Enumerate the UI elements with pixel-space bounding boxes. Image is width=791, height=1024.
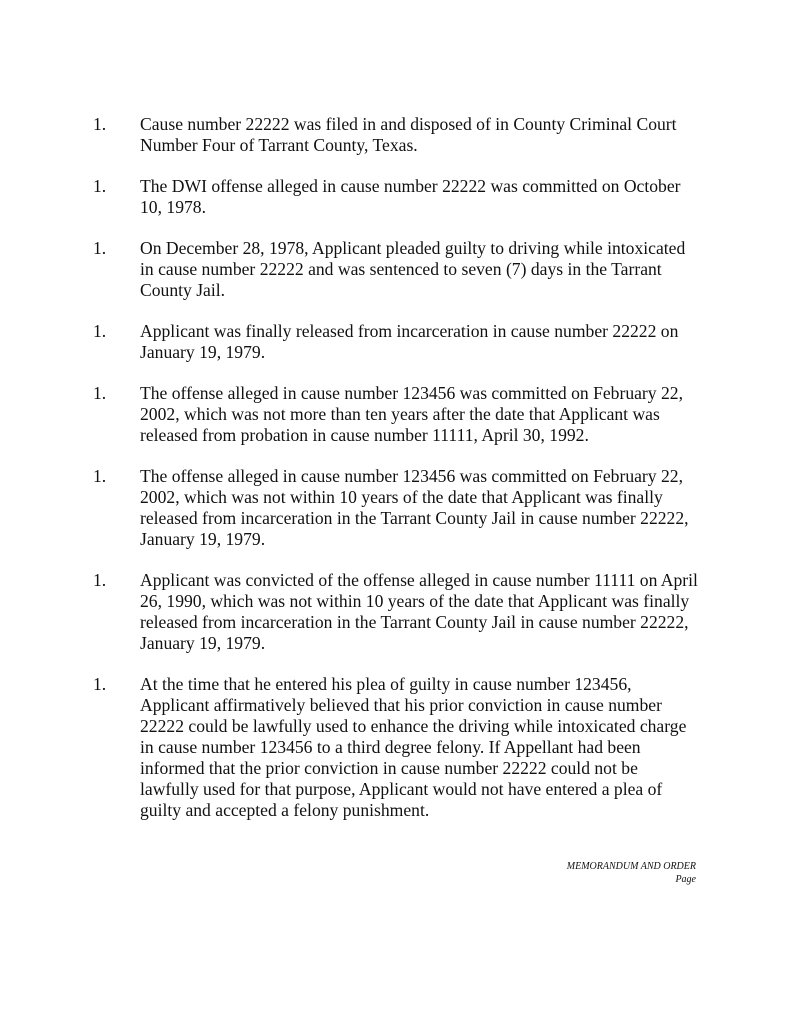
finding-text: Applicant was finally released from incarceration in cause number 22222 on January 19, 1979.: [140, 321, 679, 362]
footer-page-label: Page: [675, 874, 696, 885]
findings-list: [0, 114, 791, 841]
finding-item: [0, 383, 791, 446]
finding-number: 1.: [93, 238, 107, 258]
finding-item: [0, 570, 791, 654]
page-footer: [567, 860, 696, 886]
finding-text: At the time that he entered his plea of guilty in cause number 123456, Applicant affirmatively believed that his prior conviction in cause number 22222 could be lawfully used to enhance the driving while intoxicated charge in cause number 123456 to a third degree felony. If Appellant had been informed that the prior conviction in cause number 22222 could not be lawfully used for that purpose, Applicant would not have entered a plea of guilty and accepted a felony punishment.: [140, 674, 687, 820]
finding-number: 1.: [93, 321, 107, 341]
finding-item: [0, 176, 791, 218]
finding-item: [0, 466, 791, 550]
finding-item: [0, 674, 791, 821]
finding-number: 1.: [93, 383, 107, 403]
finding-text: On December 28, 1978, Applicant pleaded guilty to driving while intoxicated in cause number 22222 and was sentenced to seven (7) days in the Tarrant County Jail.: [140, 238, 686, 300]
finding-text: The offense alleged in cause number 123456 was committed on February 22, 2002, which was not more than ten years after the date that Applicant was released from probation in cause number 11111, April 30, 1992.: [140, 383, 683, 445]
finding-number: 1.: [93, 674, 107, 694]
finding-number: 1.: [93, 176, 107, 196]
finding-text: Cause number 22222 was filed in and disposed of in County Criminal Court Number Four of Tarrant County, Texas.: [140, 114, 677, 155]
finding-item: [0, 238, 791, 301]
finding-number: 1.: [93, 570, 107, 590]
finding-text: Applicant was convicted of the offense alleged in cause number 11111 on April 26, 1990, which was not within 10 years of the date that Applicant was finally released from incarceration in the Tarrant County Jail in cause number 22222, January 19, 1979.: [140, 570, 698, 653]
finding-text: The DWI offense alleged in cause number 22222 was committed on October 10, 1978.: [140, 176, 681, 217]
finding-number: 1.: [93, 466, 107, 486]
finding-item: [0, 114, 791, 156]
finding-number: 1.: [93, 114, 107, 134]
finding-item: [0, 321, 791, 363]
footer-title: MEMORANDUM AND ORDER: [566, 861, 696, 872]
finding-text: The offense alleged in cause number 123456 was committed on February 22, 2002, which was not within 10 years of the date that Applicant was finally released from incarceration in the Tarrant County Jail in cause number 22222, January 19, 1979.: [140, 466, 689, 549]
